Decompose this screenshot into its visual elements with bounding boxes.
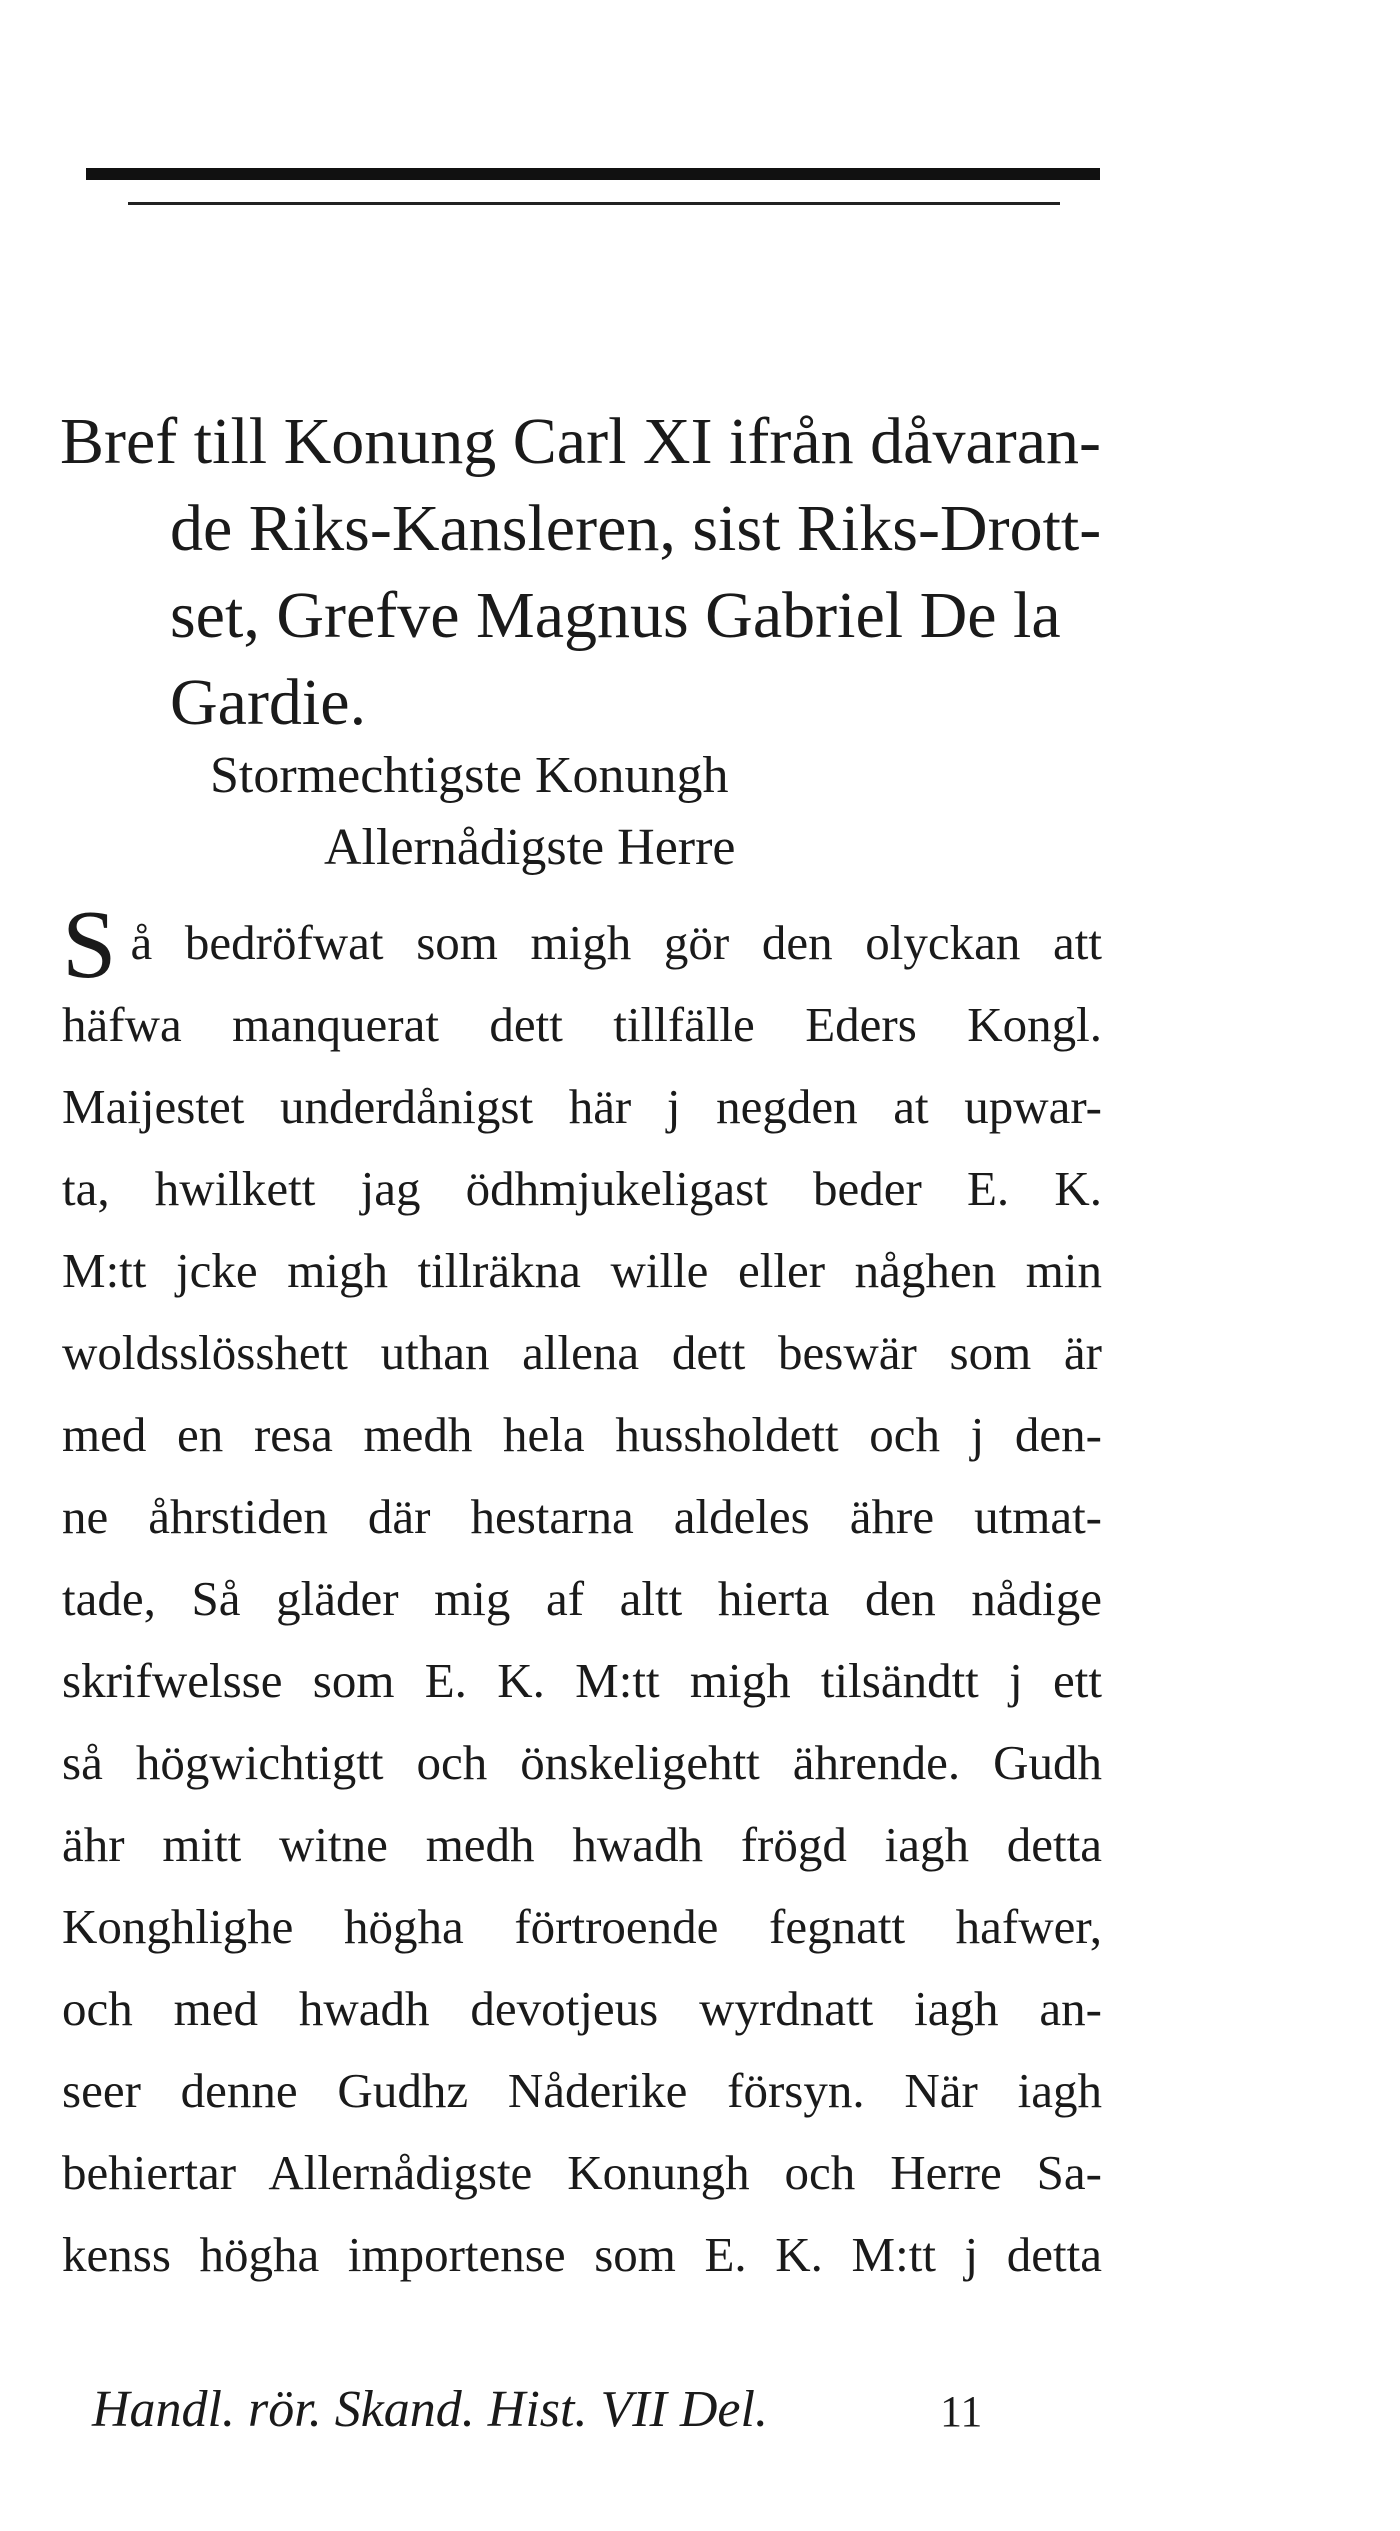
top-rule-thick bbox=[86, 168, 1100, 180]
body-line: woldsslösshett uthan allena dett beswär som är bbox=[62, 1325, 1102, 1380]
body-line: Maijestet underdånigst här j negden at upwar- bbox=[62, 1079, 1102, 1134]
body-line: Konghlighe högha förtroende fegnatt hafwer, bbox=[62, 1899, 1102, 1954]
letter-title bbox=[60, 398, 1120, 746]
salutation-line-1: Stormechtigste Konungh bbox=[210, 747, 729, 804]
body-line: tade, Så gläder mig af altt hierta den nådige bbox=[62, 1571, 1102, 1626]
title-line-2: de Riks-Kansleren, sist Riks-Drott- bbox=[170, 492, 1102, 565]
title-line-3: set, Grefve Magnus Gabriel De la bbox=[170, 579, 1061, 652]
body-line: häfwa manquerat dett tillfälle Eders Kongl. bbox=[62, 997, 1102, 1052]
page-number: 11 bbox=[940, 2387, 983, 2436]
body-line: och med hwadh devotjeus wyrdnatt iagh an- bbox=[62, 1981, 1102, 2036]
body-line: med en resa medh hela hussholdett och j den- bbox=[62, 1407, 1102, 1462]
body-line: M:tt jcke migh tillräkna wille eller någhen min bbox=[62, 1243, 1102, 1298]
body-line: kenss högha importense som E. K. M:tt j detta bbox=[62, 2227, 1102, 2282]
body-line: ne åhrstiden där hestarna aldeles ähre utmat- bbox=[62, 1489, 1102, 1544]
top-rule-thin bbox=[128, 202, 1060, 205]
body-line: så högwichtigtt och önskeligehtt ährende. Gudh bbox=[62, 1735, 1102, 1790]
body-line: ähr mitt witne medh hwadh frögd iagh detta bbox=[62, 1817, 1102, 1872]
body-line: skrifwelsse som E. K. M:tt migh tilsändtt j ett bbox=[62, 1653, 1102, 1708]
body-line-1 bbox=[62, 891, 1102, 999]
body-line-1-text: å bedröfwat som migh gör den olyckan att bbox=[130, 915, 1102, 970]
drop-cap: S bbox=[62, 891, 117, 999]
title-line-1: Bref till Konung Carl XI ifrån dåvaran- bbox=[60, 405, 1101, 478]
body-line: behiertar Allernådigste Konungh och Herre Sa- bbox=[62, 2145, 1102, 2200]
footer-signature: Handl. rör. Skand. Hist. VII Del. bbox=[92, 2381, 768, 2438]
body-line: ta, hwilkett jag ödhmjukeligast beder E. K. bbox=[62, 1161, 1102, 1216]
letter-body bbox=[62, 891, 1102, 2296]
body-line: seer denne Gudhz Nåderike försyn. När iagh bbox=[62, 2063, 1102, 2118]
title-line-4: Gardie. bbox=[170, 666, 367, 739]
salutation-line-2: Allernådigste Herre bbox=[324, 819, 736, 876]
